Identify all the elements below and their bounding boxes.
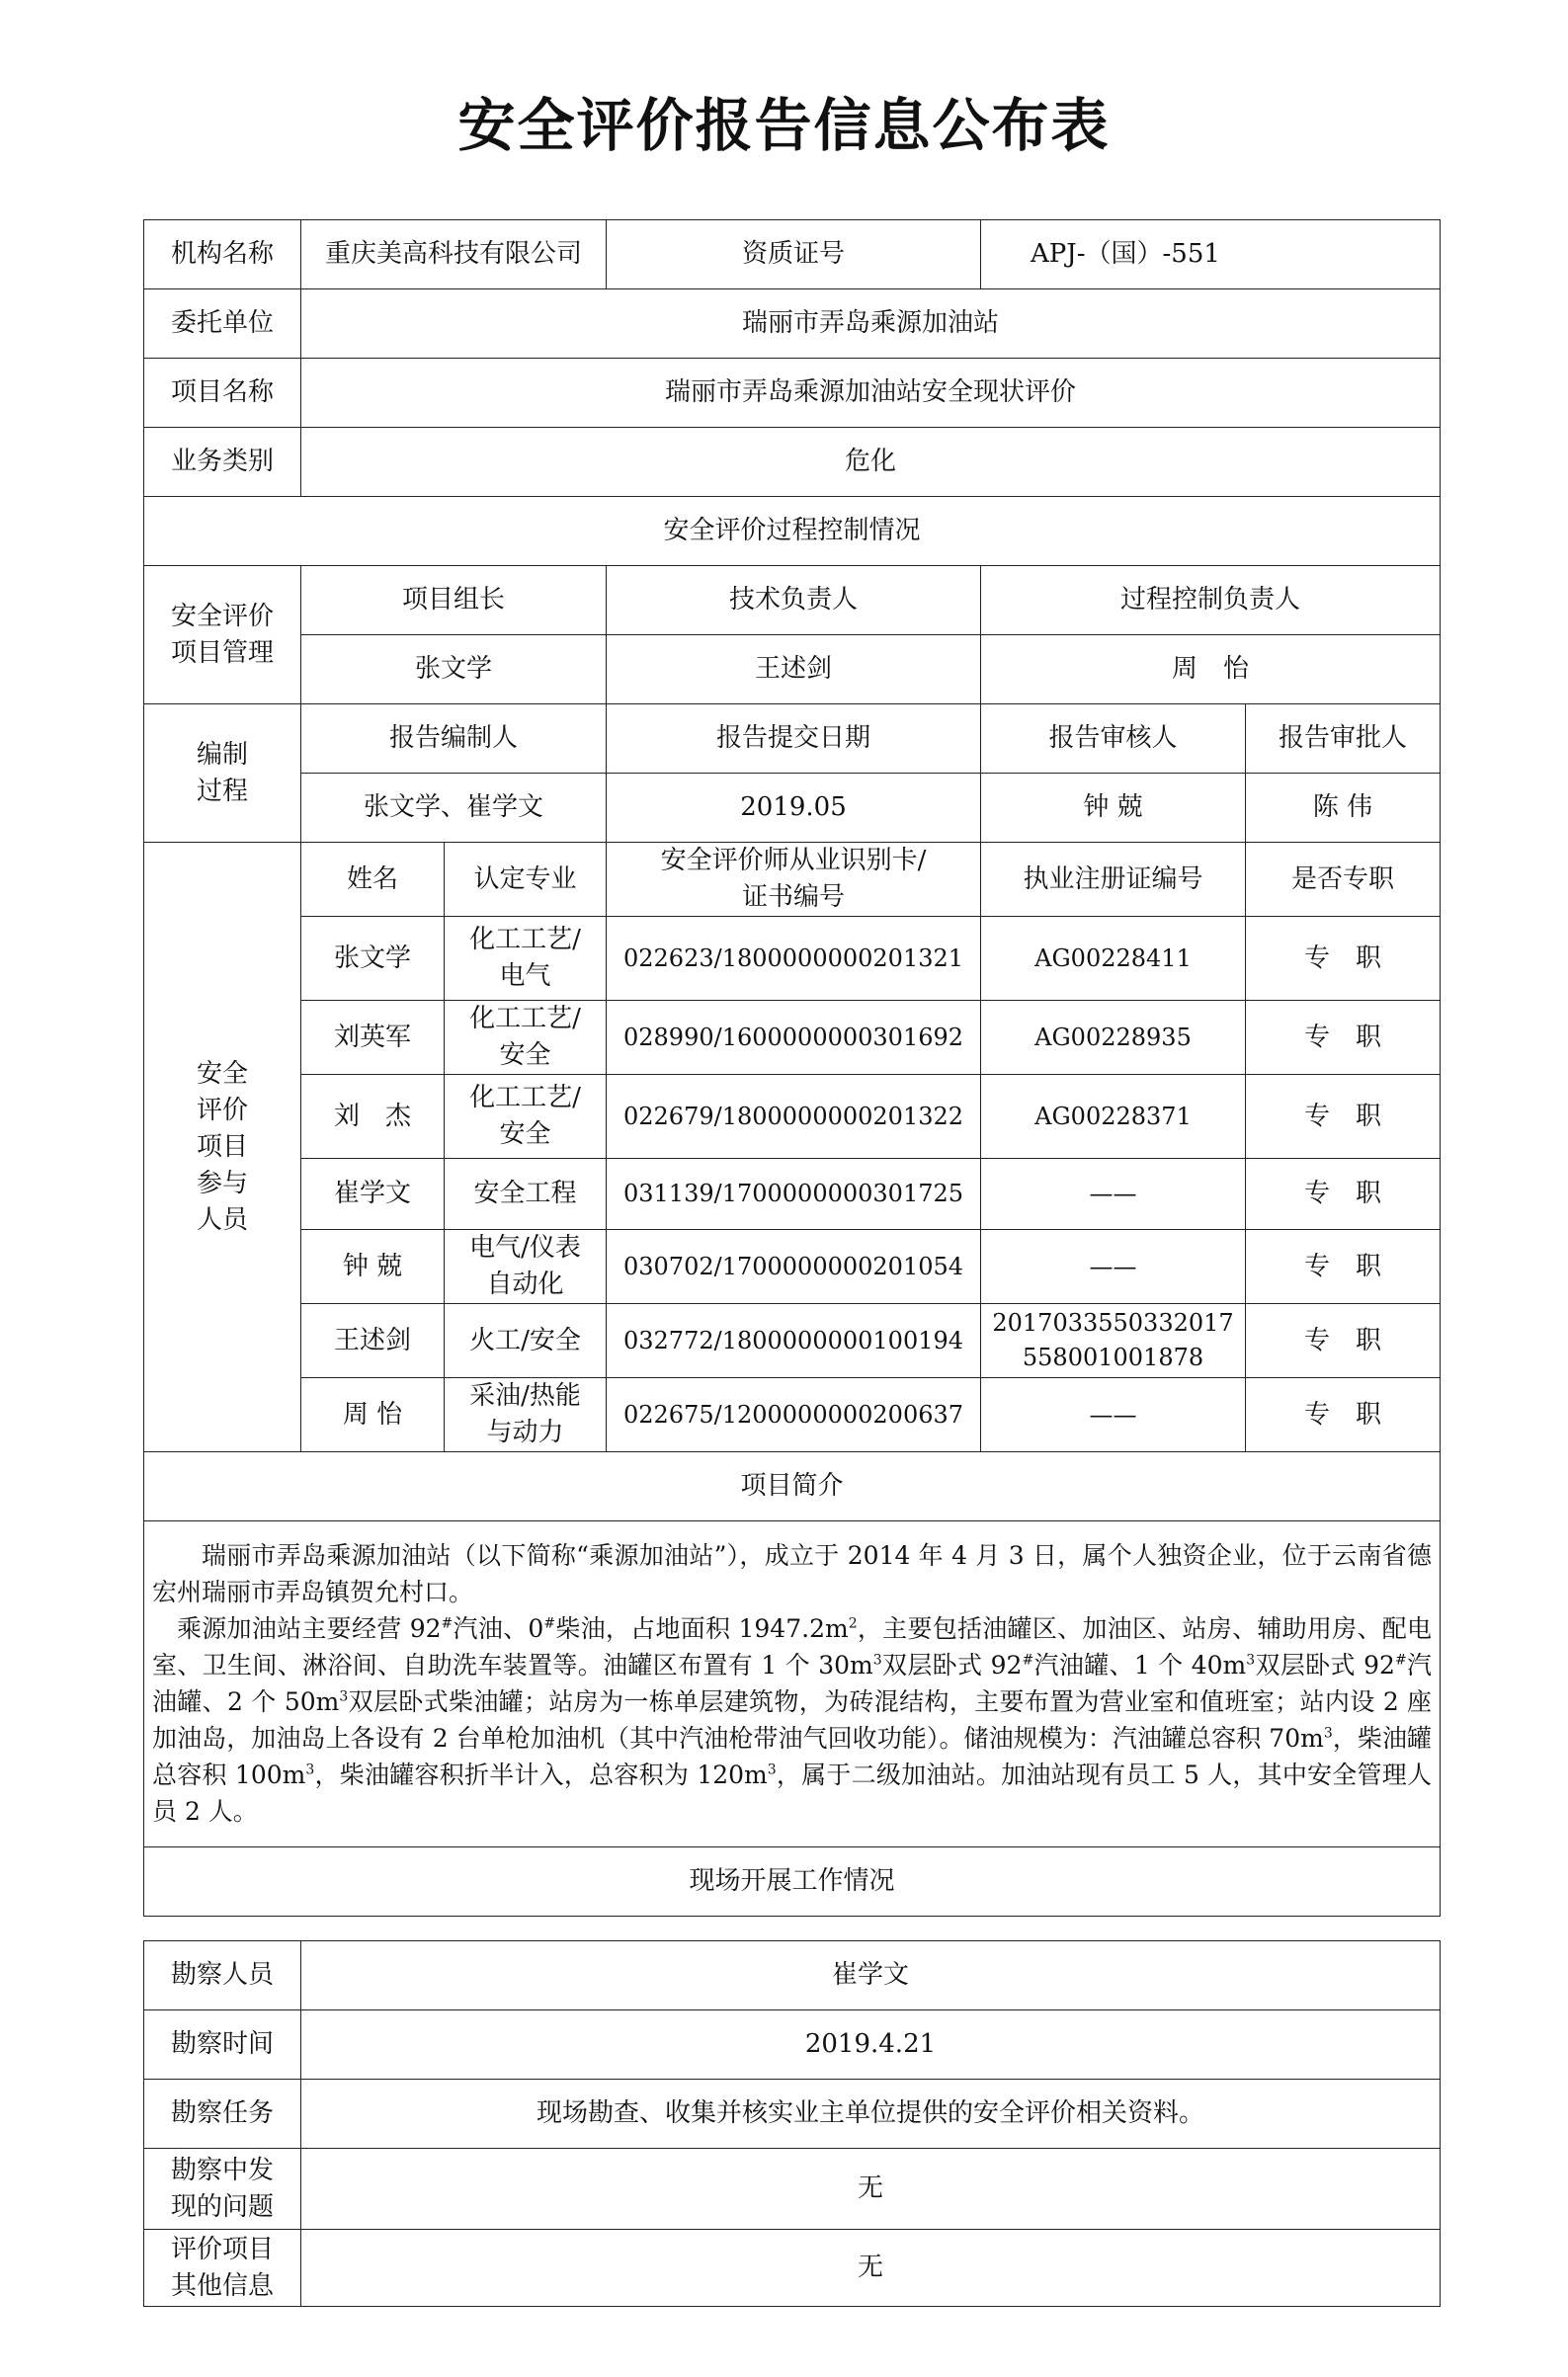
mgmt-label-line: 安全评价 [170,601,274,631]
member-card-number: 022679/1800000000201322 [607,1075,981,1159]
compile-header-approver: 报告审批人 [1246,704,1441,774]
member-name: 刘 杰 [301,1075,445,1159]
member-name: 刘英军 [301,1001,445,1075]
member-row [144,917,1441,1001]
member-major [445,1159,607,1230]
member-reg-line: —— [1089,1180,1137,1207]
member-fulltime: 专 职 [1246,1230,1441,1304]
member-reg-number [981,1075,1246,1159]
member-reg-number [981,1230,1246,1304]
intro-body-row [144,1521,1441,1847]
intro-heading-row [144,1452,1441,1521]
org-row [144,220,1441,289]
member-card-number: 028990/1600000000301692 [607,1001,981,1075]
org-label: 机构名称 [144,220,301,289]
members-header-fulltime: 是否专职 [1246,843,1441,917]
project-value: 瑞丽市弄岛乘源加油站安全现状评价 [301,359,1441,428]
member-card-number: 030702/1700000000201054 [607,1230,981,1304]
member-reg-line: —— [1089,1252,1137,1280]
member-major [445,1378,607,1452]
business-label: 业务类别 [144,428,301,497]
client-value: 瑞丽市弄岛乘源加油站 [301,289,1441,359]
site-label: 勘察中发 现的问题 [144,2149,301,2230]
mgmt-header-tech: 技术负责人 [607,566,981,635]
intro-body [144,1521,1441,1847]
site-value: 无 [301,2230,1441,2307]
members-header-major: 认定专业 [445,843,607,917]
compile-label-line: 过程 [196,776,248,806]
site-value: 现场勘查、收集并核实业主单位提供的安全评价相关资料。 [301,2080,1441,2149]
member-reg-number [981,1378,1246,1452]
member-major-line: 采油/热能 [469,1381,581,1411]
business-value: 危化 [301,428,1441,497]
member-row [144,1230,1441,1304]
member-major-line: 火工/安全 [469,1325,581,1355]
member-card-number: 022623/1800000000201321 [607,917,981,1001]
intro-paragraph-1: 瑞丽市弄岛乘源加油站（以下简称“乘源加油站”），成立于 2014 年 4 月 3 日，属个人独资企业，位于云南省德宏州瑞丽市弄岛镇贺允村口。 [152,1540,1433,1606]
mgmt-header-leader: 项目组长 [301,566,607,635]
member-fulltime: 专 职 [1246,1378,1441,1452]
members-label-line: 项目 [196,1131,248,1162]
cert-value: APJ-（国）-551 [981,220,1441,289]
compile-header-author: 报告编制人 [301,704,607,774]
member-name: 钟 兢 [301,1230,445,1304]
site-value: 2019.4.21 [301,2010,1441,2080]
member-name: 王述剑 [301,1304,445,1378]
member-major-line: 电气/仪表 [469,1233,581,1263]
member-row [144,1001,1441,1075]
compile-header-row [144,704,1441,774]
business-row [144,428,1441,497]
compile-value-reviewer: 钟 兢 [981,774,1246,843]
member-major-line: 电气 [499,961,551,991]
site-row [144,1941,1441,2010]
client-row [144,289,1441,359]
members-label-line: 人员 [196,1204,248,1235]
members-header-reg: 执业注册证编号 [981,843,1246,917]
members-label [144,843,301,1452]
process-heading-row [144,497,1441,566]
member-reg-number [981,1304,1246,1378]
compile-header-reviewer: 报告审核人 [981,704,1246,774]
compile-value-date: 2019.05 [607,774,981,843]
member-row [144,1075,1441,1159]
mgmt-value-tech: 王述剑 [607,635,981,704]
member-major-line: 自动化 [486,1270,564,1299]
member-reg-line: 2017033550332017 [992,1309,1234,1337]
compile-value-row [144,774,1441,843]
member-reg-number [981,1001,1246,1075]
site-label: 评价项目 其他信息 [144,2230,301,2307]
site-work-table [143,1940,1441,2307]
member-reg-line: AG00228935 [1034,1023,1192,1051]
member-row [144,1304,1441,1378]
site-row [144,2149,1441,2230]
member-major-line: 安全工程 [473,1179,577,1208]
member-fulltime: 专 职 [1246,1001,1441,1075]
mgmt-value-row [144,635,1441,704]
compile-label [144,704,301,843]
member-major [445,1001,607,1075]
members-header-card-line: 证书编号 [742,882,846,912]
process-control-heading: 安全评价过程控制情况 [144,497,1441,566]
site-row [144,2080,1441,2149]
member-row [144,1159,1441,1230]
compile-label-line: 编制 [196,739,248,770]
member-reg-line: 558001001878 [1022,1344,1204,1371]
mgmt-label [144,566,301,704]
site-label: 勘察人员 [144,1941,301,2010]
member-name: 张文学 [301,917,445,1001]
member-major [445,917,607,1001]
intro-heading: 项目简介 [144,1452,1441,1521]
info-table [143,219,1441,1917]
members-label-line: 参与 [196,1168,248,1198]
member-reg-line: AG00228371 [1034,1102,1192,1130]
project-label: 项目名称 [144,359,301,428]
cert-label: 资质证号 [607,220,981,289]
member-reg-number [981,1159,1246,1230]
member-major-line: 安全 [499,1119,551,1149]
site-heading-row [144,1847,1441,1917]
member-major [445,1075,607,1159]
members-label-line: 安全 [196,1058,248,1089]
member-name: 崔学文 [301,1159,445,1230]
member-major [445,1304,607,1378]
member-reg-line: —— [1089,1400,1137,1429]
member-reg-line: AG00228411 [1034,943,1192,972]
member-row [144,1378,1441,1452]
document-title: 安全评价报告信息公布表 [457,92,1111,159]
member-major [445,1230,607,1304]
member-name: 周 怡 [301,1378,445,1452]
site-value: 无 [301,2149,1441,2230]
members-header-name: 姓名 [301,843,445,917]
site-row [144,2010,1441,2080]
mgmt-value-leader: 张文学 [301,635,607,704]
member-card-number: 032772/1800000000100194 [607,1304,981,1378]
members-header-card-line: 安全评价师从业识别卡/ [660,846,927,875]
member-card-number: 031139/1700000000301725 [607,1159,981,1230]
member-fulltime: 专 职 [1246,1304,1441,1378]
member-major-line: 化工工艺/ [469,925,581,954]
member-major-line: 安全 [499,1040,551,1070]
members-label-line: 评价 [196,1095,248,1125]
mgmt-label-line: 项目管理 [170,637,274,668]
member-fulltime: 专 职 [1246,1159,1441,1230]
member-card-number: 022675/1200000000200637 [607,1378,981,1452]
site-work-heading: 现场开展工作情况 [144,1847,1441,1917]
site-value: 崔学文 [301,1941,1441,2010]
site-label: 勘察任务 [144,2080,301,2149]
compile-value-author: 张文学、崔学文 [301,774,607,843]
member-fulltime: 专 职 [1246,917,1441,1001]
member-major-line: 化工工艺/ [469,1004,581,1033]
compile-header-date: 报告提交日期 [607,704,981,774]
org-value: 重庆美高科技有限公司 [301,220,607,289]
members-header-row [144,843,1441,917]
mgmt-header-process: 过程控制负责人 [981,566,1441,635]
compile-value-approver: 陈 伟 [1246,774,1441,843]
project-row [144,359,1441,428]
member-fulltime: 专 职 [1246,1075,1441,1159]
client-label: 委托单位 [144,289,301,359]
mgmt-value-process: 周 怡 [981,635,1441,704]
member-reg-number [981,917,1246,1001]
site-label: 勘察时间 [144,2010,301,2080]
member-major-line: 与动力 [486,1418,564,1447]
members-header-card [607,843,981,917]
intro-paragraph-2: 乘源加油站主要经营 92#汽油、0#柴油，占地面积 $1947.2m^2$，主要包括油罐区、加油区、站房、辅助用房、配电室、卫生间、淋浴间、自助洗车装置等。油罐区布置有 1 个 $30m^3$双层卧式 92#汽油罐、1 个 $40m^3$双层卧式 92#汽油罐、2 个 $50m^3$双层卧式柴油罐；站房为一栋单层建筑物，为砖混结构，主要布置为营业室和值班室；站内设 2 座加油岛，加油岛上各设有 2 台单枪加油机（其中汽油枪带油气回收功能）。储油规模为：汽油罐总容积 $70m^3$，柴油罐总容积 $100m^3$，柴油罐容积折半计入，总容积为 $120m^3$，属于二级加油站。加油站现有员工 5 人，其中安全管理人员 2 人。 [152,1613,1433,1826]
site-row [144,2230,1441,2307]
member-major-line: 化工工艺/ [469,1083,581,1112]
mgmt-header-row [144,566,1441,635]
